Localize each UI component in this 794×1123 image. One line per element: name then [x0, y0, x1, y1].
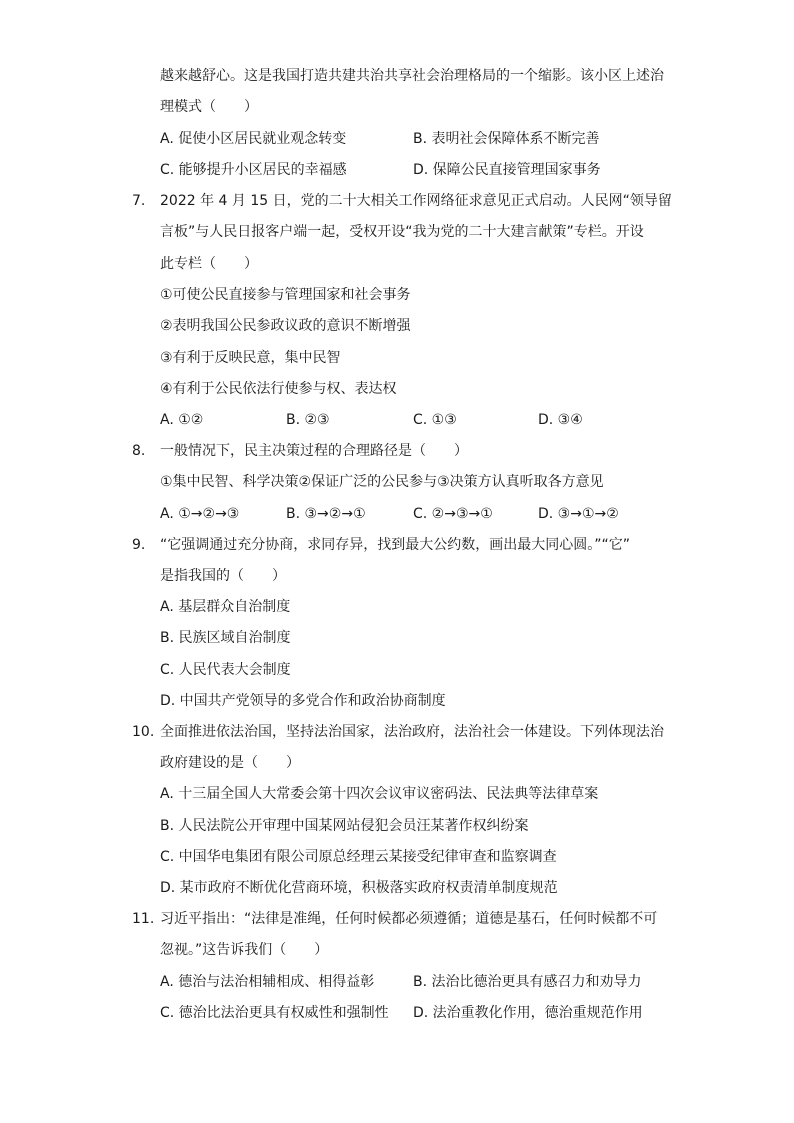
q6-line2: 理模式（ ） [160, 99, 258, 115]
q6-option-b: B. 表明社会保障体系不断完善 [413, 131, 600, 147]
q10-number: 10. [132, 724, 155, 740]
q8-option-b: B. ③→②→① [286, 506, 366, 522]
q7-option-b: B. ②③ [286, 412, 330, 428]
q11-line1: 习近平指出：“法律是准绳，任何时候都必须遵循；道德是基石，任何时候都不可 [160, 911, 658, 927]
q9-line1: “它强调通过充分协商，求同存异，找到最大公约数，画出最大同心圆。”“它” [160, 537, 631, 553]
q7-option-c: C. ①③ [413, 412, 457, 428]
q7-line1: 2022 年 4 月 15 日，党的二十大相关工作网络征求意见正式启动。人民网“领导留 [160, 193, 672, 209]
q7-number: 7. [132, 193, 146, 209]
q9-option-a: A. 基层群众自治制度 [160, 599, 291, 615]
q9-option-d: D. 中国共产党领导的多党合作和政治协商制度 [160, 693, 446, 709]
q7-item-1: ①可使公民直接参与管理国家和社会事务 [160, 287, 411, 303]
q6-option-d: D. 保障公民直接管理国家事务 [413, 162, 601, 178]
q10-line1: 全面推进依法治国，坚持法治国家，法治政府，法治社会一体建设。下列体现法治 [160, 724, 664, 740]
q7-option-a: A. ①② [160, 412, 204, 428]
q6-option-a: A. 促使小区居民就业观念转变 [160, 131, 347, 147]
q10-option-b: B. 人民法院公开审理中国某网站侵犯会员汪某著作权纠纷案 [160, 818, 529, 834]
q6-option-c: C. 能够提升小区居民的幸福感 [160, 162, 347, 178]
q10-line2: 政府建设的是（ ） [160, 755, 300, 771]
q10-option-c: C. 中国华电集团有限公司原总经理云某接受纪律审查和监察调查 [160, 849, 557, 865]
q9-number: 9. [132, 537, 146, 553]
q9-option-b: B. 民族区域自治制度 [160, 630, 291, 646]
q8-option-d: D. ③→①→② [538, 506, 619, 522]
q8-option-c: C. ②→③→① [413, 506, 493, 522]
q11-option-c: C. 德治比法治更具有权威性和强制性 [160, 1005, 389, 1021]
q11-option-b: B. 法治比德治更具有感召力和劝导力 [413, 974, 642, 990]
q7-item-3: ③有利于反映民意，集中民智 [160, 350, 341, 366]
q11-option-a: A. 德治与法治相辅相成、相得益彰 [160, 974, 375, 990]
q7-item-2: ②表明我国公民参政议政的意识不断增强 [160, 318, 411, 334]
q7-option-d: D. ③④ [538, 412, 583, 428]
q6-line1: 越来越舒心。这是我国打造共建共治共享社会治理格局的一个缩影。该小区上述治 [160, 68, 664, 84]
q8-line1: 一般情况下，民主决策过程的合理路径是（ ） [160, 443, 468, 459]
q9-option-c: C. 人民代表大会制度 [160, 662, 291, 678]
q11-line2: 忽视。”这告诉我们（ ） [160, 942, 329, 958]
q11-option-d: D. 法治重教化作用，德治重规范作用 [413, 1005, 643, 1021]
q8-line2: ①集中民智、科学决策②保证广泛的公民参与③决策方认真听取各方意见 [160, 474, 604, 490]
q9-line2: 是指我国的（ ） [160, 568, 286, 584]
q7-item-4: ④有利于公民依法行使参与权、表达权 [160, 381, 397, 397]
q10-option-d: D. 某市政府不断优化营商环境，积极落实政府权责清单制度规范 [160, 880, 558, 896]
q7-line3: 此专栏（ ） [160, 256, 258, 272]
q8-option-a: A. ①→②→③ [160, 506, 240, 522]
q7-line2: 言板”与人民日报客户端一起，受权开设“我为党的二十大建言献策”专栏。开设 [160, 224, 644, 240]
q10-option-a: A. 十三届全国人大常委会第十四次会议审议密码法、民法典等法律草案 [160, 786, 599, 802]
q11-number: 11. [132, 911, 155, 927]
q8-number: 8. [132, 443, 146, 459]
